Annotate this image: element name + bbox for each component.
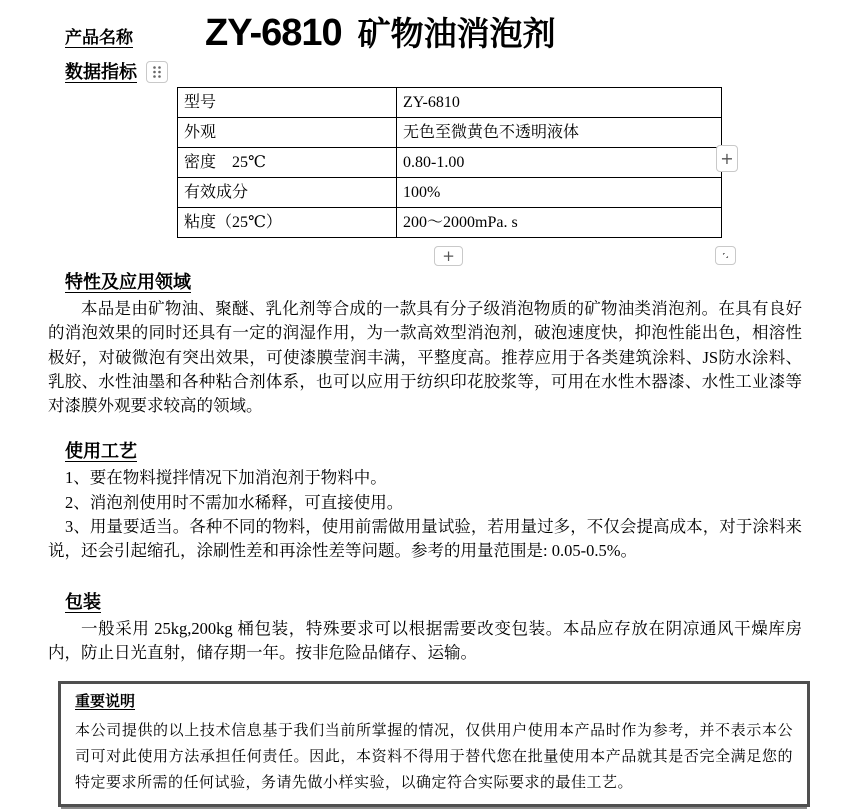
table-row <box>178 148 722 178</box>
title-row <box>48 6 802 52</box>
plus-icon: + <box>442 247 455 265</box>
product-name-label: 产品名称 <box>65 28 133 47</box>
data-section-heading: 数据指标 <box>65 62 137 82</box>
spec-label-cell[interactable]: 外观 <box>178 118 397 148</box>
drag-dots-glyph <box>151 65 163 79</box>
table-controls-gap <box>48 238 802 270</box>
packaging-heading: 包装 <box>65 591 101 612</box>
notice-heading: 重要说明 <box>75 693 136 711</box>
table-row <box>178 118 722 148</box>
title-product-text: 矿物油消泡剂 <box>357 17 556 53</box>
add-column-button[interactable] <box>716 145 738 172</box>
spec-value-cell[interactable]: ZY-6810 <box>397 88 722 118</box>
usage-item: 1、要在物料搅拌情况下加消泡剂于物料中。 <box>65 468 387 488</box>
table-drag-handle-icon[interactable] <box>146 61 168 83</box>
expand-corners-icon <box>722 249 729 262</box>
usage-heading: 使用工艺 <box>65 441 137 462</box>
usage-list <box>48 466 802 563</box>
usage-item: 2、消泡剂使用时不需加水稀释，可直接使用。 <box>65 492 404 512</box>
spec-label-cell[interactable]: 型号 <box>178 88 397 118</box>
data-section-header <box>48 60 802 84</box>
spec-table <box>177 87 722 238</box>
important-notice-box <box>58 681 810 807</box>
table-resize-button[interactable] <box>715 246 736 265</box>
title-model-text: ZY-6810 <box>205 12 342 54</box>
spec-label-cell[interactable]: 密度 25℃ <box>178 148 397 178</box>
packaging-paragraph: 一般采用 25kg,200kg 桶包装，特殊要求可以根据需要改变包装。本品应存放在阴凉通风干燥库房内，防止日光直射，储存期一年。按非危险品储存、运输。 <box>48 618 802 662</box>
spec-value-cell[interactable]: 0.80-1.00 <box>397 148 722 178</box>
table-row <box>178 88 722 118</box>
usage-item: 3、用量要适当。各种不同的物料，使用前需做用量试验，若用量过多，不仅会提高成本，对于涂料来说，还会引起缩孔，涂刷性差和再涂性差等问题。参考的用量范围是: 0.05-0.5%。 <box>48 517 802 561</box>
spec-label-cell[interactable]: 有效成分 <box>178 178 397 208</box>
features-paragraph: 本品是由矿物油、聚醚、乳化剂等合成的一款具有分子级消泡物质的矿物油类消泡剂。在具有良好的消泡效果的同时还具有一定的润湿作用，为一款高效型消泡剂，破泡速度快，抑泡性能出色，相溶性极好，对破微泡有突出效果，可使漆膜莹润丰满，平整度高。推荐应用于各类建筑涂料、JS防水涂料、乳胶、水性油墨和各种粘合剂体系，也可以应用于纺织印花胶浆等，可用在水性木器漆、水性工业漆等对漆膜外观要求较高的领域。 <box>48 299 802 416</box>
table-row <box>178 208 722 238</box>
spec-value-cell[interactable]: 100% <box>397 178 722 208</box>
table-row <box>178 178 722 208</box>
spec-value-cell[interactable]: 200～2000mPa. s <box>397 208 722 238</box>
spec-label-cell[interactable]: 粘度（25℃） <box>178 208 397 238</box>
plus-icon: + <box>720 149 734 168</box>
features-heading: 特性及应用领域 <box>65 272 191 292</box>
page-title <box>205 14 556 52</box>
add-row-button[interactable] <box>434 246 463 266</box>
spec-value-cell[interactable]: 无色至微黄色不透明液体 <box>397 118 722 148</box>
notice-paragraph: 本公司提供的以上技术信息基于我们当前所掌握的情况，仅供用户使用本产品时作为参考，并不表示本公司可对此使用方法承担任何责任。因此，本资料不得用于替代您在批量使用本产品就其是否完全满足您的特定要求所需的任何试验，务请先做小样实验，以确定符合实际要求的最佳工艺。 <box>75 722 793 792</box>
